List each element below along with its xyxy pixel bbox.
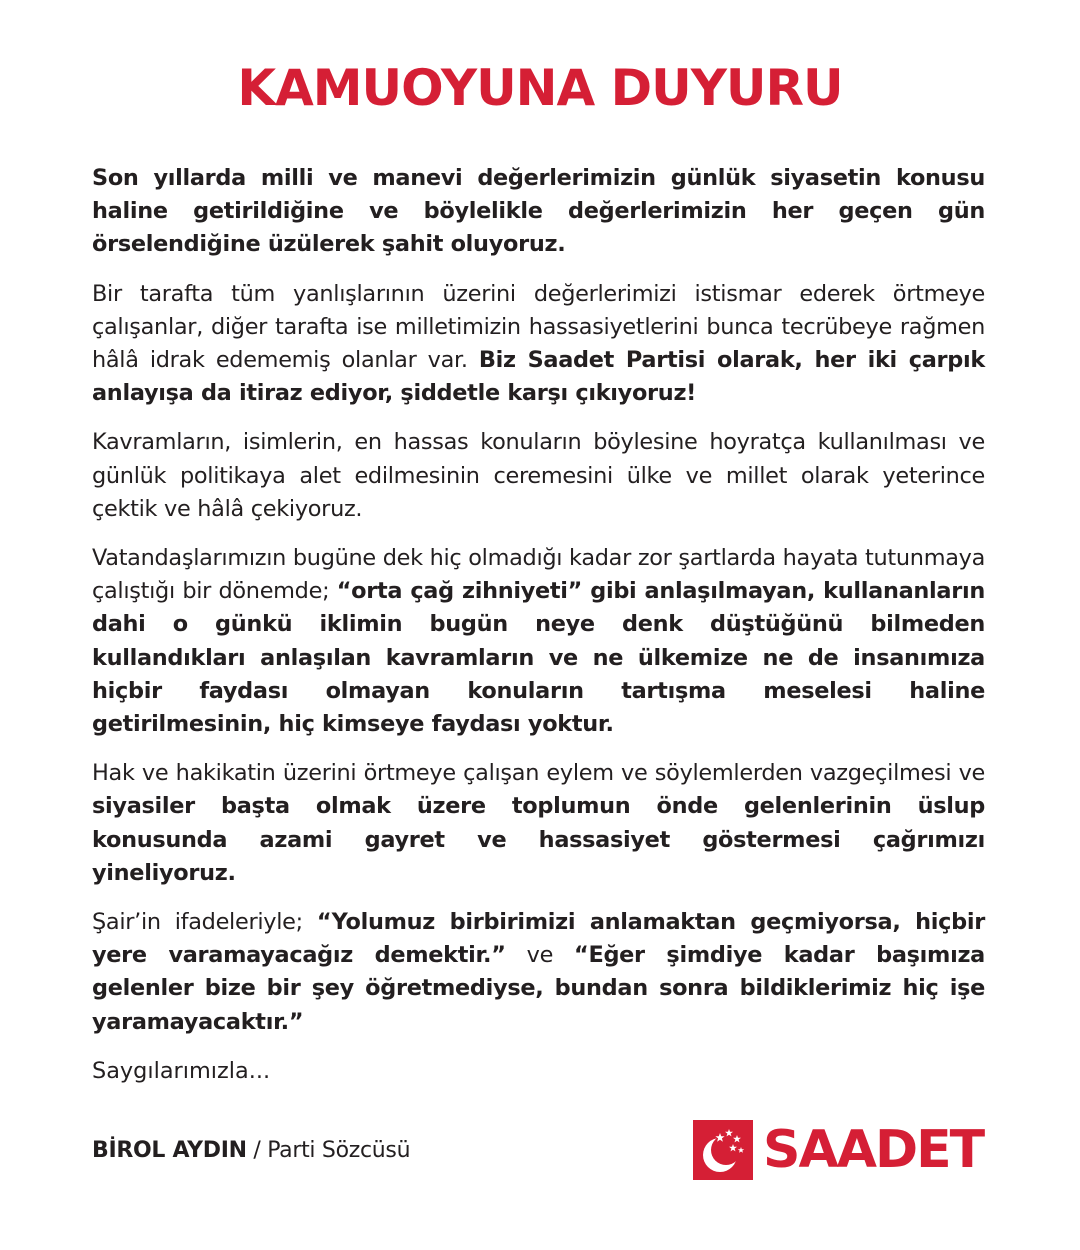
paragraph-segment: Vatandaşlarımızın bugüne dek hiç olmadığı kadar zor şartlarda hayata tutunmaya çalıştığı bir dönemde;	[92, 545, 985, 605]
paragraph-bold-segment: Son yıllarda milli ve manevi değerlerimizin günlük siyasetin konusu haline getirildiğine ve böylelikle değerlerimizin her geçen gün örselendiğine üzülerek şahit oluyoruz.	[92, 165, 985, 258]
crescent-stars-icon	[693, 1120, 753, 1180]
signature-role: Parti Sözcüsü	[267, 1138, 411, 1163]
paragraph-bold-segment: “Yolumuz birbirimizi anlamaktan geçmiyorsa, hiçbir yere varamayacağız demektir.”	[92, 909, 985, 969]
logo-wordmark: SAADET	[763, 1120, 984, 1180]
signature	[92, 1135, 410, 1167]
signature-name: BİROL AYDIN	[92, 1138, 247, 1163]
paragraph	[92, 757, 985, 890]
paragraph	[92, 542, 985, 741]
paragraph-bold-segment: siyasiler başta olmak üzere toplumun önde gelenlerinin üslup konusunda azami gayret ve hassasiyet göstermesi çağrımızı yineliyoruz.	[92, 793, 985, 886]
announcement-body	[92, 162, 985, 1088]
paragraph	[92, 426, 985, 526]
paragraph-segment: Şair’in ifadeleriyle;	[92, 909, 317, 936]
signature-separator: /	[246, 1138, 268, 1163]
paragraph-segment: Hak ve hakikatin üzerini örtmeye çalışan eylem ve söylemlerden vazgeçilmesi ve	[92, 760, 985, 787]
paragraph-bold-segment: “orta çağ zihniyeti” gibi anlaşılmayan, kullananların dahi o günkü iklimin bugün neye denk düştüğünü bilmeden kullandıkları anlaşılan kavramların ve ne ülkemize ne de insanımıza hiçbir faydası olmayan konuların tartışma meselesi haline getirilmesinin, hiç kimseye faydası yoktur.	[92, 578, 985, 738]
paragraph-bold-segment: “Eğer şimdiye kadar başımıza gelenler bize bir şey öğretmediyse, bundan sonra bildiklerimiz hiç işe yaramayacaktır.”	[92, 942, 985, 1035]
paragraph	[92, 278, 985, 411]
paragraph	[92, 162, 985, 262]
paragraph-segment: ve	[505, 942, 575, 969]
paragraph-bold-segment: Biz Saadet Partisi olarak, her iki çarpık anlayışa da itiraz ediyor, şiddetle karşı çıkıyoruz!	[92, 347, 985, 407]
closing-text: Saygılarımızla...	[92, 1057, 271, 1084]
saadet-logo	[693, 1120, 983, 1180]
paragraph-segment: Bir tarafta tüm yanlışlarının üzerini değerlerimizi istismar ederek örtmeye çalışanlar, diğer tarafta ise milletimizin hassasiyetlerini bunca tecrübeye rağmen hâlâ idrak edememiş olanlar var.	[92, 280, 985, 374]
paragraph	[92, 906, 985, 1039]
page-title: KAMUOYUNA DUYURU	[237, 59, 843, 117]
paragraph-segment: Kavramların, isimlerin, en hassas konuların böylesine hoyratça kullanılması ve günlük politikaya alet edilmesinin ceremesini ülke ve millet olarak yeterince çektik ve hâlâ çekiyoruz.	[92, 429, 985, 522]
